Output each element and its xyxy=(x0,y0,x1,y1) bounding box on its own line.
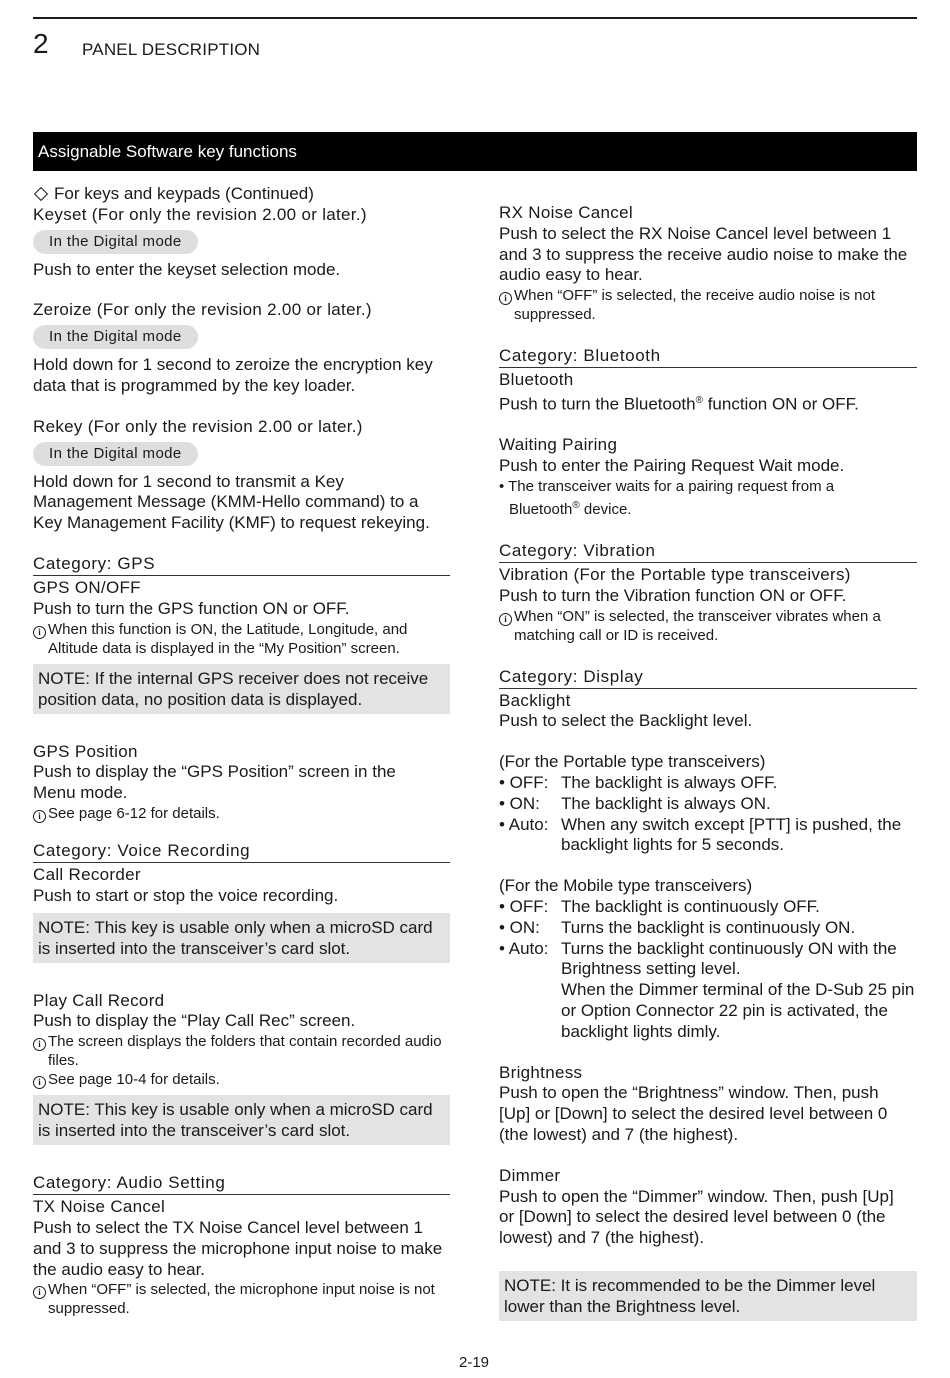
bullet-item: • OFF: The backlight is always OFF. xyxy=(499,773,778,793)
gps-onoff-text: Push to turn the GPS function ON or OFF. xyxy=(33,598,350,618)
mode-badge: In the Digital mode xyxy=(33,230,198,254)
dimmer-text: Push to open the “Dimmer” window. Then, push [Up] xyxy=(499,1186,894,1206)
rx-noise-text: and 3 to suppress the receive audio noise to make the xyxy=(499,244,908,264)
info-icon: i xyxy=(33,1076,46,1089)
category-heading: Category: Voice Recording xyxy=(33,841,450,863)
bluetooth-text: Push to turn the Bluetooth® function ON or OFF. xyxy=(499,394,859,414)
portable-heading: (For the Portable type transceivers) xyxy=(499,752,766,772)
category-heading: Category: Display xyxy=(499,667,917,689)
gps-position-title: GPS Position xyxy=(33,741,138,761)
bullet-item: • ON: The backlight is always ON. xyxy=(499,793,771,813)
vibration-title: Vibration (For the Portable type transceivers) xyxy=(499,565,851,585)
tx-noise-text: the audio easy to hear. xyxy=(33,1259,206,1279)
info-note: i The screen displays the folders that contain recorded audio files. xyxy=(33,1032,450,1070)
chapter-title: PANEL DESCRIPTION xyxy=(82,40,261,59)
note-box: NOTE: If the internal GPS receiver does not receive position data, no position data is displayed. xyxy=(33,664,450,714)
category-heading: Category: GPS xyxy=(33,554,450,576)
gps-onoff-title: GPS ON/OFF xyxy=(33,577,141,597)
dimmer-text: lowest) and 7 (the highest). xyxy=(499,1228,705,1248)
note-box: NOTE: It is recommended to be the Dimmer level lower than the Brightness level. xyxy=(499,1271,917,1321)
vibration-text: Push to turn the Vibration function ON or OFF. xyxy=(499,585,847,605)
brightness-text: Push to open the “Brightness” window. Then, push xyxy=(499,1083,879,1103)
diamond-icon xyxy=(34,186,48,200)
rx-noise-text: Push to select the RX Noise Cancel level between 1 xyxy=(499,223,892,243)
zeroize-text: Hold down for 1 second to zeroize the encryption key xyxy=(33,355,433,375)
backlight-title: Backlight xyxy=(499,690,571,710)
gps-position-text: Push to display the “GPS Position” screen in the xyxy=(33,762,396,782)
zeroize-text: data that is programmed by the key loader. xyxy=(33,375,356,395)
keyset-text: Push to enter the keyset selection mode. xyxy=(33,259,341,279)
chapter-number: 2 xyxy=(33,28,49,59)
rx-noise-text: audio easy to hear. xyxy=(499,265,643,285)
backlight-text: Push to select the Backlight level. xyxy=(499,711,753,731)
rekey-text: Key Management Facility (KMF) to request rekeying. xyxy=(33,513,430,533)
right-column xyxy=(499,203,917,1321)
info-note: i See page 6-12 for details. xyxy=(33,804,450,823)
category-heading: Category: Bluetooth xyxy=(499,346,917,368)
tx-noise-title: TX Noise Cancel xyxy=(33,1197,166,1217)
call-recorder-text: Push to start or stop the voice recording. xyxy=(33,885,339,905)
bullet-item: • OFF: The backlight is continuously OFF. xyxy=(499,897,820,916)
rekey-title: Rekey (For only the revision 2.00 or later.) xyxy=(33,416,363,436)
section-banner xyxy=(33,132,917,171)
info-icon: i xyxy=(33,810,46,823)
tx-noise-text: and 3 to suppress the microphone input noise to make xyxy=(33,1238,443,1258)
tx-noise-text: Push to select the TX Noise Cancel level between 1 xyxy=(33,1217,423,1237)
brightness-title: Brightness xyxy=(499,1062,583,1082)
info-note: i When “OFF” is selected, the microphone input noise is not suppressed. xyxy=(33,1280,450,1318)
keyset-title: Keyset (For only the revision 2.00 or later.) xyxy=(33,204,367,224)
play-call-record-title: Play Call Record xyxy=(33,990,165,1010)
section-banner-text: Assignable Software key functions xyxy=(38,142,297,161)
gps-position-text: Menu mode. xyxy=(33,783,128,803)
dimmer-text: or [Down] to select the desired level between 0 (the xyxy=(499,1207,886,1227)
call-recorder-title: Call Recorder xyxy=(33,864,141,884)
top-rule xyxy=(33,17,917,19)
info-icon: i xyxy=(33,626,46,639)
mode-badge: In the Digital mode xyxy=(33,325,198,349)
bullet-item: • The transceiver waits for a pairing request from a xyxy=(499,478,835,496)
mobile-heading: (For the Mobile type transceivers) xyxy=(499,876,753,896)
bullet-continuation: When the Dimmer terminal of the D-Sub 25 pin or Option Connector 22 pin is activated, the backlight lights dimly. xyxy=(561,980,915,1041)
brightness-text: [Up] or [Down] to select the desired level between 0 xyxy=(499,1104,888,1124)
info-icon: i xyxy=(499,292,512,305)
rekey-text: Hold down for 1 second to transmit a Key xyxy=(33,471,344,491)
info-note: i When “OFF” is selected, the receive audio noise is not suppressed. xyxy=(499,286,917,324)
page-number: 2-19 xyxy=(459,1354,490,1371)
bullet-item: Bluetooth® device. xyxy=(509,500,632,519)
mode-badge: In the Digital mode xyxy=(33,442,198,466)
note-box: NOTE: This key is usable only when a microSD card is inserted into the transceiver’s card slot. xyxy=(33,1095,450,1145)
info-icon: i xyxy=(33,1038,46,1051)
dimmer-title: Dimmer xyxy=(499,1165,561,1185)
info-note: i When this function is ON, the Latitude, Longitude, and Altitude data is displayed in the “My Position” screen. xyxy=(33,620,450,658)
intro-line: For keys and keypads (Continued) xyxy=(33,184,450,205)
rx-noise-title: RX Noise Cancel xyxy=(499,203,633,222)
info-note: i See page 10-4 for details. xyxy=(33,1070,450,1089)
bullet-item: • Auto: Turns the backlight continuously ON with the Brightness setting level. xyxy=(499,938,897,979)
info-icon: i xyxy=(33,1286,46,1299)
left-column xyxy=(33,184,450,1318)
waiting-pairing-text: Push to enter the Pairing Request Wait mode. xyxy=(499,456,845,476)
category-heading: Category: Vibration xyxy=(499,541,917,563)
info-note: i When “ON” is selected, the transceiver vibrates when a matching call or ID is received. xyxy=(499,607,917,645)
zeroize-title: Zeroize (For only the revision 2.00 or later.) xyxy=(33,300,372,320)
waiting-pairing-title: Waiting Pairing xyxy=(499,435,618,455)
bullet-item: • ON: Turns the backlight is continuously ON. xyxy=(499,917,856,937)
bullet-item: • Auto: When any switch except [PTT] is pushed, the backlight lights for 5 seconds. xyxy=(499,814,902,855)
bluetooth-title: Bluetooth xyxy=(499,370,574,390)
play-call-record-text: Push to display the “Play Call Rec” screen. xyxy=(33,1011,356,1031)
info-icon: i xyxy=(499,613,512,626)
brightness-text: (the lowest) and 7 (the highest). xyxy=(499,1124,739,1144)
category-heading: Category: Audio Setting xyxy=(33,1173,450,1195)
rekey-text: Management Message (KMM-Hello command) to a xyxy=(33,492,419,512)
note-box: NOTE: This key is usable only when a microSD card is inserted into the transceiver’s card slot. xyxy=(33,913,450,963)
